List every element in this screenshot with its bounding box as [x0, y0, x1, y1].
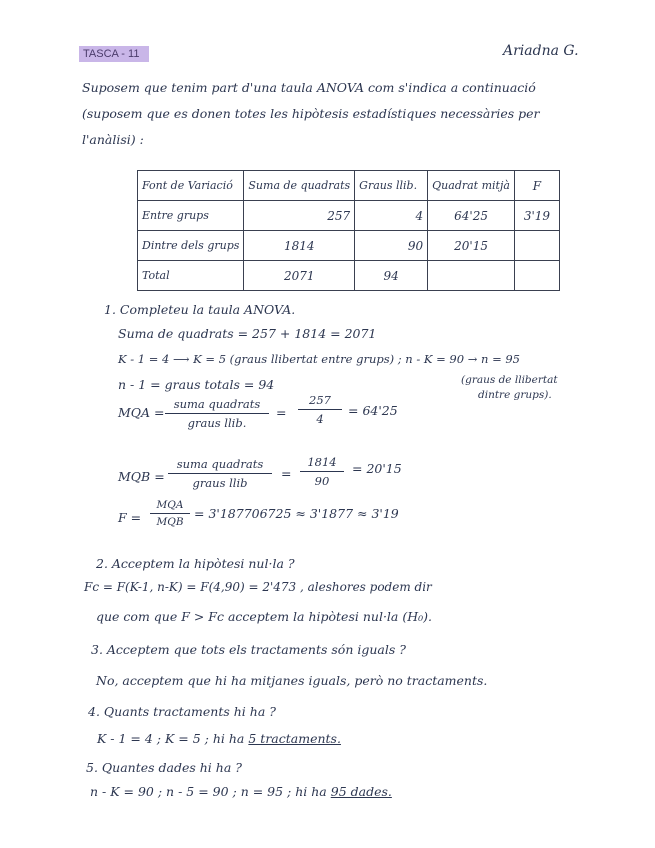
q3-title: 3. Acceptem que tots els tractaments són iguals ? — [91, 642, 406, 657]
table-cell: 3'19 — [514, 201, 559, 231]
mqb-fraction-values — [300, 455, 344, 488]
table-cell — [428, 261, 515, 291]
q1-note-1: (graus de llibertat — [461, 374, 558, 386]
q3-line-1: No, acceptem que hi ha mitjanes iguals, però no tractaments. — [96, 673, 488, 688]
mqa-label: MQA = — [118, 405, 165, 420]
table-cell: 2071 — [244, 261, 355, 291]
q2-title: 2. Acceptem la hipòtesi nul·la ? — [96, 556, 295, 571]
table-cell: 94 — [355, 261, 428, 291]
q1-title: 1. Completeu la taula ANOVA. — [104, 302, 296, 317]
mqb-fraction — [168, 457, 272, 490]
table-cell: 64'25 — [428, 201, 515, 231]
table-header-row — [138, 171, 560, 201]
mqa-fraction-values — [298, 393, 342, 426]
table-cell: 20'15 — [428, 231, 515, 261]
q1-sum-squares: Suma de quadrats = 257 + 1814 = 2071 — [118, 326, 377, 341]
table-cell — [514, 261, 559, 291]
table-header-cell: F — [514, 171, 559, 201]
f-fraction — [150, 499, 190, 528]
q4-work: K - 1 = 4 ; K = 5 ; hi ha — [97, 731, 245, 746]
table-header-cell: Suma de quadrats — [244, 171, 355, 201]
author-name: Ariadna G. — [503, 43, 579, 59]
table-cell — [514, 231, 559, 261]
mqb-equals: = — [281, 466, 292, 481]
mqb-denominator-value: 90 — [314, 474, 330, 488]
f-numerator: MQA — [156, 499, 184, 511]
mqa-numerator-value: 257 — [309, 393, 331, 407]
mqb-numerator: suma quadrats — [176, 457, 264, 471]
q1-degrees: K - 1 = 4 ⟶ K = 5 (graus llibertat entre grups) ; n - K = 90 → n = 95 — [118, 352, 520, 366]
q1-total-degrees: n - 1 = graus totals = 94 — [118, 377, 275, 392]
table-cell: 257 — [244, 201, 355, 231]
intro-line-2: (suposem que es donen totes les hipòtesis estadístiques necessàries per — [82, 106, 540, 121]
q5-line-1 — [90, 784, 392, 799]
task-tag: TASCA - 11 — [79, 46, 149, 62]
mqb-label: MQB = — [118, 469, 165, 484]
q5-answer: 95 dades. — [330, 784, 392, 799]
f-denominator: MQB — [156, 516, 184, 528]
mqa-numerator: suma quadrats — [173, 397, 261, 411]
table-row — [138, 201, 560, 231]
q1-note-2: dintre grups). — [478, 389, 552, 401]
f-result: = 3'187706725 ≈ 3'1877 ≈ 3'19 — [194, 506, 399, 521]
mqb-numerator-value: 1814 — [307, 455, 337, 469]
mqa-result: = 64'25 — [348, 403, 398, 418]
q2-line-1: Fc = F(K-1, n-K) = F(4,90) = 2'473 , aleshores podem dir — [84, 580, 432, 594]
anova-table — [137, 170, 560, 291]
q5-work: n - K = 90 ; n - 5 = 90 ; n = 95 ; hi ha — [90, 784, 327, 799]
table-header-cell: Quadrat mitjà — [428, 171, 515, 201]
table-cell: 90 — [355, 231, 428, 261]
intro-line-3: l'anàlisi) : — [82, 132, 144, 147]
mqb-result: = 20'15 — [352, 461, 402, 476]
table-row — [138, 231, 560, 261]
table-header-cell: Graus llib. — [355, 171, 428, 201]
mqa-equals: = — [276, 405, 287, 420]
table-header-cell: Font de Variació — [138, 171, 244, 201]
table-cell: Total — [138, 261, 244, 291]
table-cell: 4 — [355, 201, 428, 231]
mqb-denominator: graus llib — [192, 476, 248, 490]
q4-answer: 5 tractaments. — [248, 731, 341, 746]
mqa-denominator-value: 4 — [316, 412, 324, 426]
table-cell: Entre grups — [138, 201, 244, 231]
f-label: F = — [118, 510, 142, 525]
intro-line-1: Suposem que tenim part d'una taula ANOVA com s'indica a continuació — [82, 80, 536, 95]
q5-title: 5. Quantes dades hi ha ? — [86, 760, 242, 775]
table-cell: 1814 — [244, 231, 355, 261]
q4-title: 4. Quants tractaments hi ha ? — [88, 704, 276, 719]
q4-line-1 — [97, 731, 341, 746]
mqa-fraction — [165, 397, 269, 430]
q2-line-2: que com que F > Fc acceptem la hipòtesi nul·la (H₀). — [96, 609, 432, 624]
table-cell: Dintre dels grups — [138, 231, 244, 261]
mqa-denominator: graus llib. — [187, 416, 247, 430]
table-row — [138, 261, 560, 291]
